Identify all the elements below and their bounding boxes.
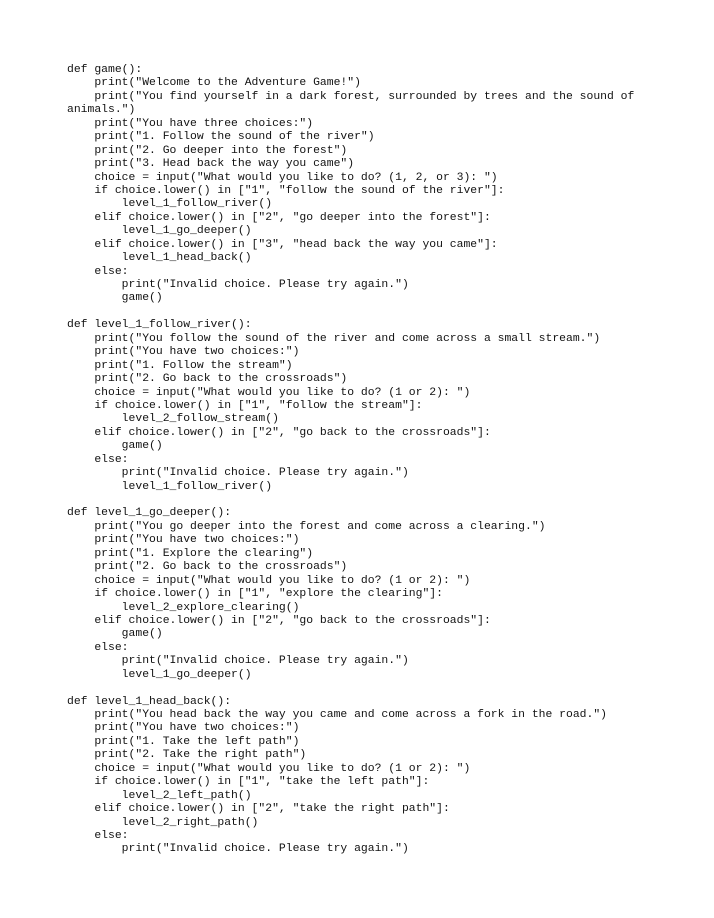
code-line: print("You find yourself in a dark forest, surrounded by trees and the sound of xyxy=(67,90,635,103)
code-line: def level_1_head_back(): xyxy=(67,695,232,708)
code-line: elif choice.lower() in ["2", "go back to the crossroads"]: xyxy=(67,426,491,439)
code-line: print("You have two choices:") xyxy=(67,722,300,735)
code-line: level_1_follow_river() xyxy=(67,198,273,211)
code-line: elif choice.lower() in ["2", "take the right path"]: xyxy=(67,803,450,816)
code-line: print("Welcome to the Adventure Game!") xyxy=(67,77,361,90)
code-line: print("Invalid choice. Please try again.") xyxy=(67,843,409,856)
code-line: elif choice.lower() in ["2", "go deeper into the forest"]: xyxy=(67,211,491,224)
code-line: level_2_explore_clearing() xyxy=(67,601,300,614)
code-line: print("2. Go back to the crossroads") xyxy=(67,561,348,574)
code-line: print("1. Explore the clearing") xyxy=(67,547,314,560)
code-line: print("1. Follow the stream") xyxy=(67,359,293,372)
code-line: level_2_follow_stream() xyxy=(67,413,279,426)
code-line: elif choice.lower() in ["3", "head back the way you came"]: xyxy=(67,238,498,251)
code-line: if choice.lower() in ["1", "follow the stream"]: xyxy=(67,399,423,412)
code-line: animals.") xyxy=(67,104,136,117)
code-line: level_1_follow_river() xyxy=(67,480,273,493)
code-line: if choice.lower() in ["1", "follow the sound of the river"]: xyxy=(67,184,505,197)
code-line: level_2_right_path() xyxy=(67,816,259,829)
code-line: game() xyxy=(67,440,163,453)
code-line: print("You have two choices:") xyxy=(67,534,300,547)
code-line: choice = input("What would you like to do? (1 or 2): ") xyxy=(67,386,471,399)
code-line: level_1_go_deeper() xyxy=(67,668,252,681)
code-line: print("You follow the sound of the river and come across a small stream.") xyxy=(67,332,601,345)
code-line: print("You have three choices:") xyxy=(67,117,314,130)
code-line: else: xyxy=(67,453,129,466)
code-line: print("3. Head back the way you came") xyxy=(67,158,355,171)
code-line: game() xyxy=(67,292,163,305)
code-line: print("You go deeper into the forest and come across a clearing.") xyxy=(67,520,546,533)
code-line: level_1_head_back() xyxy=(67,252,252,265)
code-line: print("Invalid choice. Please try again.") xyxy=(67,655,409,668)
code-line: else: xyxy=(67,265,129,278)
code-line: game() xyxy=(67,628,163,641)
code-line: level_1_go_deeper() xyxy=(67,225,252,238)
code-line xyxy=(67,494,677,507)
code-line: else: xyxy=(67,829,129,842)
code-line: print("You head back the way you came and come across a fork in the road.") xyxy=(67,709,608,721)
code-line: choice = input("What would you like to do? (1 or 2): ") xyxy=(67,574,471,587)
code-line: print("Invalid choice. Please try again.") xyxy=(67,467,409,480)
code-line: level_2_left_path() xyxy=(67,789,252,802)
code-line: print("1. Follow the sound of the river") xyxy=(67,131,375,144)
code-line: def level_1_go_deeper(): xyxy=(67,507,232,520)
code-line xyxy=(67,306,677,319)
code-line: choice = input("What would you like to do? (1 or 2): ") xyxy=(67,762,471,775)
code-line: def level_1_follow_river(): xyxy=(67,319,252,332)
code-line: if choice.lower() in ["1", "take the left path"]: xyxy=(67,776,430,789)
code-line: print("2. Go back to the crossroads") xyxy=(67,373,348,386)
code-line: def game(): xyxy=(67,64,143,76)
code-line xyxy=(67,682,677,695)
code-block xyxy=(67,64,677,857)
code-line: print("You have two choices:") xyxy=(67,346,300,359)
code-line: choice = input("What would you like to do? (1, 2, or 3): ") xyxy=(67,171,498,184)
code-line: print("2. Go deeper into the forest") xyxy=(67,144,348,157)
code-line: elif choice.lower() in ["2", "go back to the crossroads"]: xyxy=(67,614,491,627)
code-line: if choice.lower() in ["1", "explore the clearing"]: xyxy=(67,588,443,601)
code-line: print("Invalid choice. Please try again.") xyxy=(67,279,409,291)
code-line: else: xyxy=(67,641,129,654)
code-line: print("1. Take the left path") xyxy=(67,735,300,748)
code-line: print("2. Take the right path") xyxy=(67,749,307,762)
